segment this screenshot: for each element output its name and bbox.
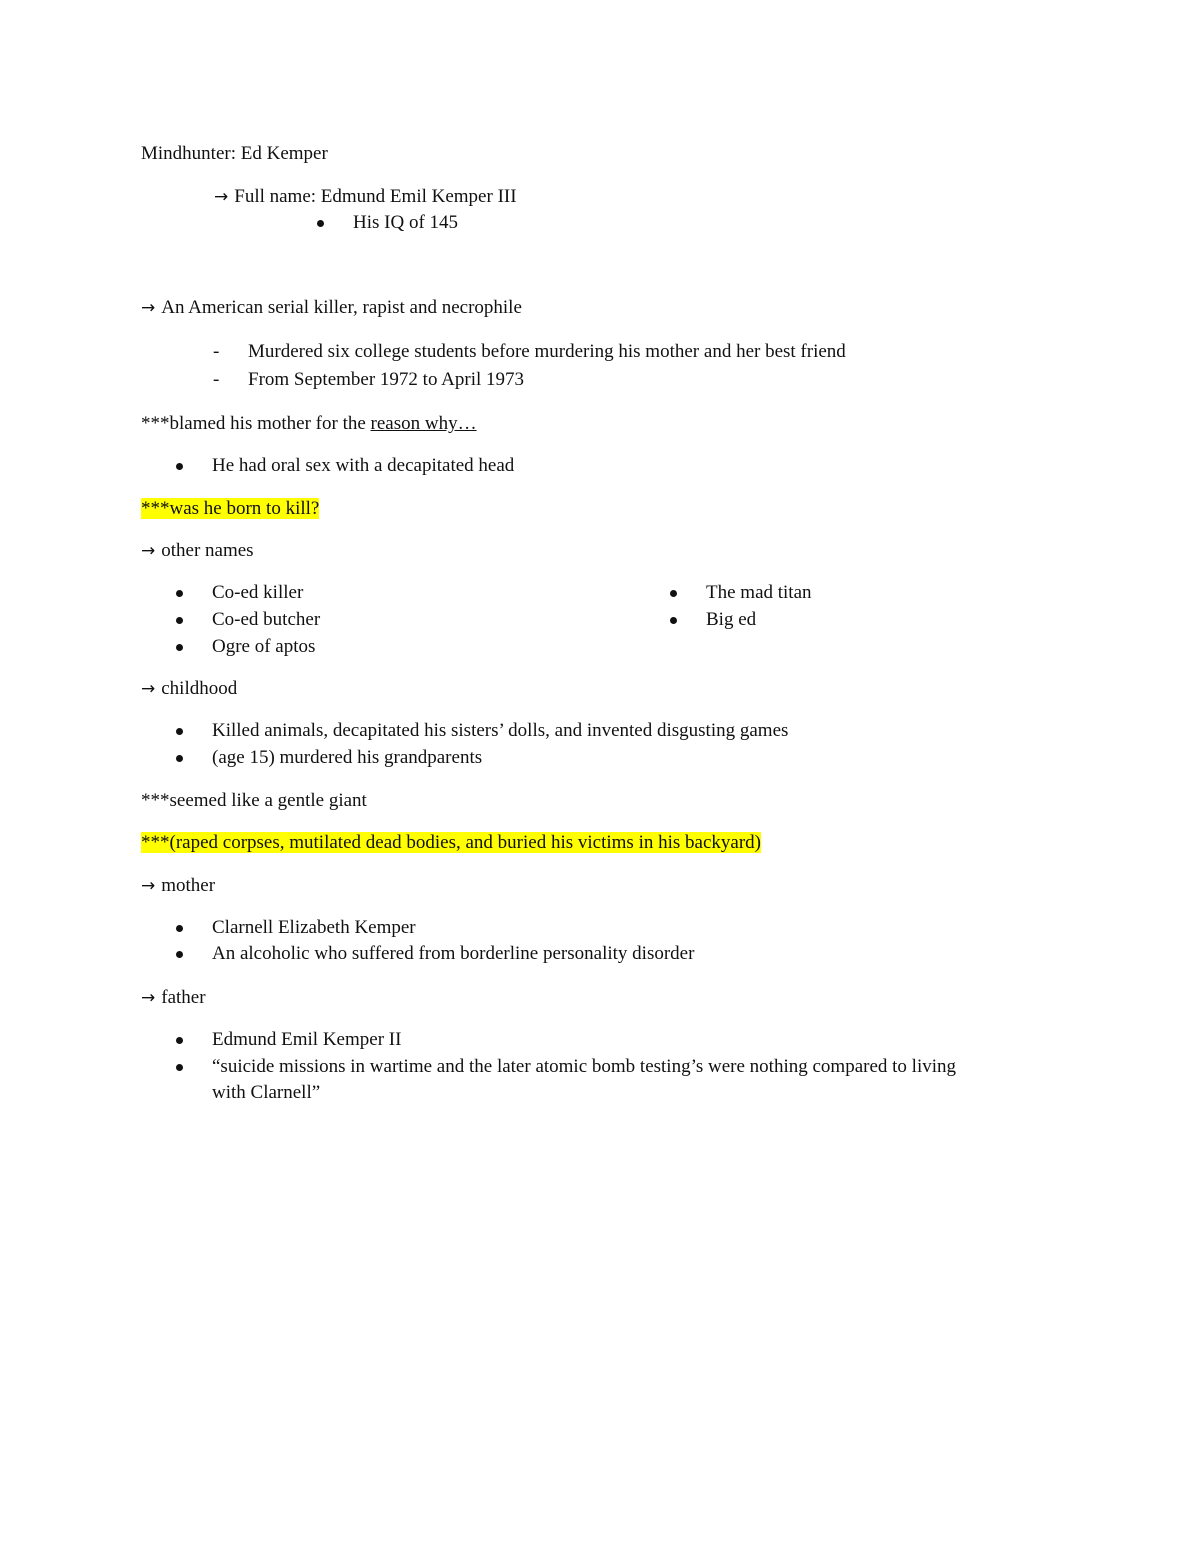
bullet-icon (176, 925, 183, 932)
arrow-right-icon: → (141, 876, 156, 896)
iq-text: His IQ of 145 (353, 212, 459, 233)
childhood-heading (141, 677, 237, 701)
fullname-text: Full name: Edmund Emil Kemper III (234, 186, 517, 207)
other-names-heading (141, 539, 254, 563)
date-range-text: From September 1972 to April 1973 (248, 369, 525, 390)
mother-heading (141, 874, 215, 898)
arrow-right-icon: → (141, 679, 156, 699)
bullet-icon (317, 220, 324, 227)
childhood-item: Killed animals, decapitated his sisters’ dolls, and invented disgusting games (212, 720, 789, 741)
murdered-six-text: Murdered six college students before murdering his mother and her best friend (248, 341, 846, 362)
born-to-kill-line (141, 497, 319, 521)
childhood-text: childhood (161, 678, 238, 699)
father-quote-line2: with Clarnell” (212, 1082, 321, 1103)
bullet-icon (176, 1064, 183, 1071)
arrow-right-icon: → (141, 988, 156, 1008)
arrow-right-icon: → (141, 541, 156, 561)
other-names-text: other names (161, 540, 254, 561)
other-name-item: Ogre of aptos (212, 636, 316, 657)
blamed-text: ***blamed his mother for the (141, 413, 371, 434)
bullet-icon (176, 463, 183, 470)
gentle-giant-text: ***seemed like a gentle giant (141, 790, 367, 811)
mother-item: Clarnell Elizabeth Kemper (212, 917, 416, 938)
document-title: Mindhunter: Ed Kemper (141, 143, 328, 164)
bullet-icon (176, 755, 183, 762)
other-name-item: The mad titan (706, 582, 812, 603)
dash-marker: - (213, 369, 220, 390)
bullet-icon (176, 951, 183, 958)
other-name-item: Co-ed killer (212, 582, 304, 603)
arrow-right-icon: → (141, 298, 156, 318)
father-text: father (161, 987, 206, 1008)
mother-item: An alcoholic who suffered from borderline personality disorder (212, 943, 695, 964)
other-name-item: Big ed (706, 609, 757, 630)
father-heading (141, 986, 206, 1010)
bullet-icon (670, 617, 677, 624)
bullet-icon (176, 1037, 183, 1044)
blamed-line (141, 412, 477, 436)
fullname-line (214, 185, 517, 209)
father-quote-line1: “suicide missions in wartime and the later atomic bomb testing’s were nothing compared to living (212, 1056, 957, 1077)
bullet-icon (176, 590, 183, 597)
serial-killer-line (141, 296, 522, 320)
bullet-icon (670, 590, 677, 597)
father-item: Edmund Emil Kemper II (212, 1029, 402, 1050)
dash-marker: - (213, 341, 220, 362)
born-to-kill-text: ***was he born to kill? (141, 498, 320, 519)
reason-why-text: reason why… (370, 413, 477, 434)
bullet-icon (176, 728, 183, 735)
mother-text: mother (161, 875, 216, 896)
arrow-right-icon: → (214, 187, 229, 207)
other-name-item: Co-ed butcher (212, 609, 321, 630)
raped-text: ***(raped corpses, mutilated dead bodies, and buried his victims in his backyard) (141, 832, 761, 853)
serial-killer-text: An American serial killer, rapist and necrophile (161, 297, 522, 318)
childhood-item: (age 15) murdered his grandparents (212, 747, 483, 768)
raped-line (141, 831, 761, 855)
bullet-icon (176, 617, 183, 624)
bullet-icon (176, 644, 183, 651)
oral-text: He had oral sex with a decapitated head (212, 455, 515, 476)
